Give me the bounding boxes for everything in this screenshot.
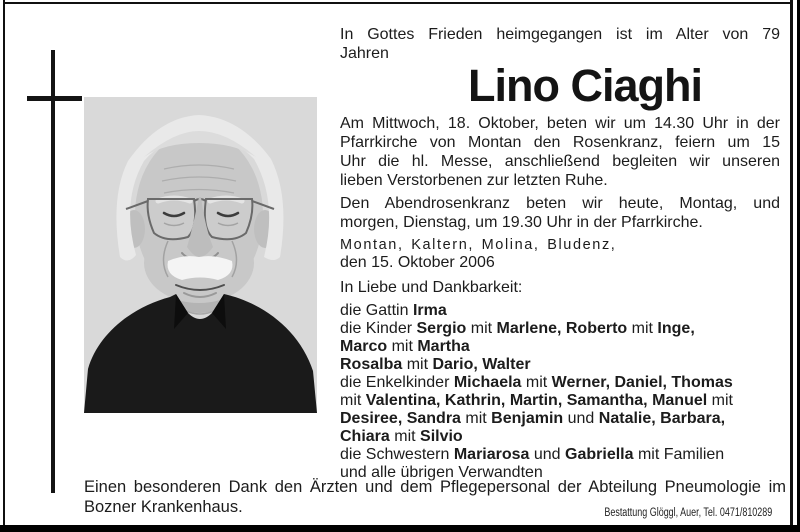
frame-right-line: [790, 0, 793, 527]
text-line: die Enkelkinder Michaela mit Werner, Daniel, Thomas: [340, 374, 733, 391]
service-paragraph: [340, 114, 780, 190]
text-line: die Kinder Sergio mit Marlene, Roberto mit Inge,: [340, 320, 695, 337]
frame-left-line: [3, 0, 5, 527]
funeral-home-credit: [557, 507, 772, 519]
places-line: Montan, Kaltern, Molina, Bludenz,: [340, 237, 617, 253]
text-line: Chiara mit Silvio: [340, 428, 463, 445]
date-line: den 15. Oktober 2006: [340, 254, 495, 271]
text-line: die Schwestern Mariarosa und Gabriella mit Familien: [340, 446, 725, 463]
text-line: Rosalba mit Dario, Walter: [340, 356, 531, 373]
text-line: Am Mittwoch, 18. Oktober, beten wir um 14.30 Uhr in der: [340, 115, 780, 132]
text-line: die Gattin Irma: [340, 302, 447, 319]
text-line: und alle übrigen Verwandten: [340, 464, 543, 481]
portrait-illustration: [84, 97, 317, 413]
frame-top-line: [3, 2, 792, 4]
funeral-home-text: Bestattung Glöggl, Auer, Tel. 0471/810289: [604, 507, 772, 519]
text-line: Den Abendrosenkranz beten wir heute, Montag, und: [340, 195, 780, 212]
portrait-photo: [84, 97, 317, 413]
cross-arm: [27, 96, 82, 101]
text-line: morgen, Dienstag, um 19.30 Uhr in der Pfarrkirche.: [340, 214, 703, 231]
text-line: Marco mit Martha: [340, 338, 470, 355]
text-line: Einen besonderen Dank den Ärzten und dem Pflegepersonal der Abteilung Pneumologie im: [84, 478, 786, 496]
text-line: Uhr die hl. Messe, anschließend begleiten wir unseren: [340, 153, 780, 170]
text-line: In Gottes Frieden heimgegangen ist im Alter von 79: [340, 26, 780, 43]
family-list: [340, 302, 780, 482]
text-line: Jahren: [340, 45, 389, 62]
cross-stem: [51, 50, 55, 493]
text-line: Desiree, Sandra mit Benjamin und Natalie, Barbara,: [340, 410, 726, 427]
notice-text-column: [340, 25, 780, 482]
text-line: Bozner Krankenhaus.: [84, 498, 243, 516]
text-line: Pfarrkirche von Montan den Rosenkranz, feiern um 15: [340, 134, 780, 151]
gratitude-heading: In Liebe und Dankbarkeit:: [340, 279, 523, 296]
intro-text: [340, 25, 780, 63]
text-line: lieben Verstorbenen zur letzten Ruhe.: [340, 172, 608, 189]
rosary-paragraph: [340, 194, 780, 232]
text-line: mit Valentina, Kathrin, Martin, Samantha, Manuel mit: [340, 392, 733, 409]
deceased-name: Lino Ciaghi: [468, 60, 702, 111]
bottom-black-bar: [0, 525, 800, 532]
